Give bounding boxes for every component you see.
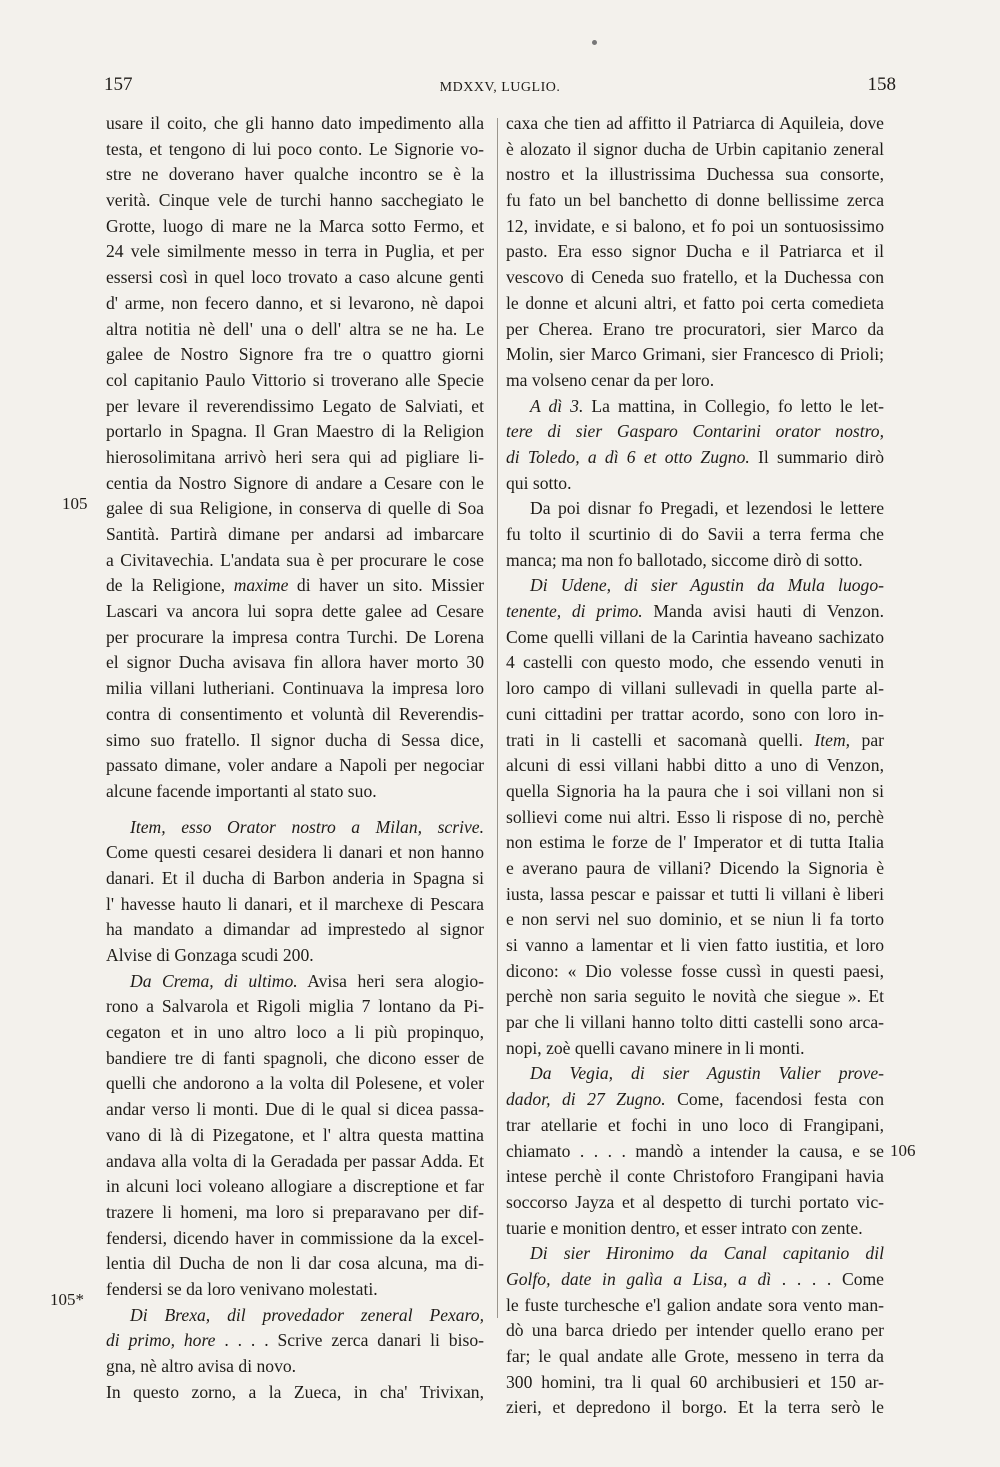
- left-column-line: Di Brexa, dil provedador zeneral Pexaro,: [130, 1304, 484, 1325]
- right-column-line: trar atellarie et fochi in uno loco di Frangipani,: [506, 1114, 884, 1135]
- left-column-line: rono a Salvarola et Rigoli miglia 7 lontano da Pi-: [106, 996, 484, 1017]
- left-column-line: centia da Nostro Signore di andare a Cesare con le: [106, 472, 484, 493]
- right-column-line: Da poi disnar fo Pregadi, et lezendosi le lettere: [530, 498, 884, 519]
- right-column-line: è alozato il signor ducha de Urbin capitanio zeneral: [506, 138, 884, 159]
- right-column-line: pasto. Era esso signor Ducha e il Patriarca et il: [506, 241, 884, 262]
- right-column-line: quella Signoria ha la paura che i soi villani non si: [506, 780, 884, 801]
- right-column-line: sollievi come nui altri. Esso li rispose di no, perchè: [506, 806, 884, 827]
- column-divider: [497, 118, 498, 1318]
- left-column-line: de la Religione, maxime di haver un sito. Missier: [106, 575, 484, 596]
- left-column-line: ha mandato a dimandar ad imprestedo al signor: [106, 919, 484, 940]
- left-column-line: bandiere tre di fanti spagnoli, che dicono esser de: [106, 1047, 484, 1068]
- right-column-line: dicono: « Dio volesse fosse cussì in questi paesi,: [506, 960, 884, 981]
- running-title: MDXXV, LUGLIO.: [439, 80, 561, 95]
- right-column-line: dador, di 27 Zugno. Come, facendosi festa con: [506, 1089, 885, 1110]
- margin-note-105-star: 105*: [50, 1290, 84, 1309]
- left-column-line: milia villani lutheriani. Continuava la impresa loro: [106, 678, 484, 699]
- left-column-line: fendersi se da loro venivano molestati.: [106, 1278, 378, 1299]
- left-column-line: passato dimane, voler andare a Napoli per negociar: [106, 755, 484, 776]
- right-text-column: [506, 111, 884, 1421]
- left-column-line: Item, esso Orator nostro a Milan, scrive.: [130, 816, 484, 837]
- paragraph-gap: [106, 805, 484, 815]
- ink-speck: [592, 40, 597, 45]
- left-column-line: di primo, hore . . . . Scrive zerca danari li biso-: [106, 1330, 484, 1351]
- left-column-line: per procurare la impresa contra Turchi. De Lorena: [106, 626, 484, 647]
- right-column-line: Golfo, date in galìa a Lisa, a dì . . . . Come: [506, 1268, 884, 1289]
- right-column-line: le fuste turchesche e'l galion andate sora vento man-: [506, 1294, 884, 1315]
- left-column-line: Come questi cesarei desidera li danari et non hanno: [106, 842, 484, 863]
- page-number-right: 158: [867, 74, 896, 95]
- right-column-line: e averano paura de villani? Dicendo la Signoria è: [506, 857, 884, 878]
- right-column-line: par che li villani hanno tolto ditti castelli sono arca-: [506, 1012, 884, 1033]
- right-column-line: intese perchè il conte Christoforo Frangipani havia: [506, 1166, 884, 1187]
- right-column-line: alcuni di essi villani habbi ditto a uno di Venzon,: [506, 755, 884, 776]
- right-column-line: manca; ma non fo ballotado, siccome dirò di sotto.: [506, 549, 863, 570]
- left-column-line: Da Crema, di ultimo. Avisa heri sera alogio-: [130, 970, 484, 991]
- left-column-line: verità. Cinque vele de turchi hanno sacchegiato le: [106, 190, 484, 211]
- right-column-line: si vanno a lamentar et li vien fatto iustitia, et loro: [506, 935, 884, 955]
- left-column-line: galee di sua Religione, in conserva di quelle di Soa: [106, 498, 484, 519]
- right-column-line: far; le qual andate alle Grote, messeno in terra da: [506, 1346, 884, 1366]
- right-column-line: tere di sier Gasparo Contarini orator nostro,: [506, 421, 884, 442]
- right-column-line: Come quelli villani de la Carintia haveano sachizato: [506, 626, 884, 647]
- page-number-left: 157: [104, 74, 133, 95]
- left-column-line: cegaton et in uno altro loco a li più propinquo,: [106, 1022, 484, 1043]
- left-column-line: Grotte, luogo di mare ne la Marca sotto Fermo, et: [106, 215, 484, 236]
- right-column-line: zieri, et depredono il borgo. Et la terra serò le: [506, 1397, 884, 1418]
- left-column-line: lentia dil Ducha de non li dar cosa alcuna, ma di-: [106, 1253, 484, 1274]
- right-column-line: fu tolto il scurtinio di do Savii a terra ferma che: [506, 524, 884, 544]
- left-column-line: galee de Nostro Signore fra tre o quattro giorni: [106, 344, 484, 365]
- right-column-line: 300 homini, tra li qual 60 archibusieri et 150 ar-: [506, 1371, 884, 1392]
- left-column-line: simo suo fratello. Il signor ducha di Sessa dice,: [106, 729, 484, 750]
- left-column-line: hierosolimitana arrivò heri sera qui ad pigliare li-: [106, 446, 484, 467]
- right-column-line: dò una barca driedo per intender quello erano per: [506, 1320, 884, 1341]
- left-column-line: testa, et tengono di lui poco conto. Le Signorie vo-: [106, 138, 484, 159]
- left-text-column: [106, 111, 484, 1405]
- right-column-line: ma volseno cenar da per loro.: [506, 369, 715, 390]
- left-column-line: per levare il reverendissimo Legato de Salviati, et: [106, 395, 484, 416]
- left-column-line: quelli che andorono a la volta dil Polesene, et voler: [106, 1073, 484, 1094]
- right-column-line: tuarie e monition dentro, et esser intrato con zente.: [506, 1217, 863, 1238]
- right-column-line: Di sier Hironimo da Canal capitanio dil: [530, 1243, 884, 1264]
- left-column-line: 24 vele similmente messo in terra in Puglia, et per: [106, 241, 484, 262]
- right-column-line: di Toledo, a dì 6 et otto Zugno. Il summario dirò: [506, 446, 884, 467]
- left-column-line: a Civitavechia. L'andata sua è per procurare le cose: [106, 549, 484, 570]
- left-column-line: d' arme, non fecero danno, et si levarono, nè dapoi: [106, 292, 484, 313]
- right-column-line: vescovo di Ceneda suo fratello, et la Duchessa con: [506, 267, 884, 288]
- left-column-line: fendersi, dicendo haver in commissione da la excel-: [106, 1227, 484, 1248]
- left-column-line: essersi così in quel loco trovato a caso alcune genti: [106, 267, 484, 288]
- left-column-line: vano di là di Pizegatone, et l' altra questa mattina: [106, 1124, 484, 1145]
- right-column-line: tenente, di primo. Manda avisi hauti di Venzon.: [506, 601, 884, 622]
- right-column-line: cuni cittadini per trattar acordo, sono con loro in-: [506, 703, 884, 724]
- left-column-line: altra notitia nè dell' una o dell' altra se ne ha. Le: [106, 318, 484, 339]
- left-column-line: in alcuni loci voleano allogiare a discreptione et far: [106, 1176, 484, 1197]
- left-column-line: gna, nè altro avisa di novo.: [106, 1356, 297, 1376]
- right-column-line: chiamato . . . . mandò a intender la causa, e se: [506, 1140, 884, 1161]
- left-column-line: usare il coito, che gli hanno dato impedimento alla: [106, 113, 484, 133]
- left-column-line: stre ne doverano haver qualche incontro se è la: [106, 164, 484, 185]
- right-column-line: perchè non saria seguito le novità che siegue ». Et: [506, 986, 884, 1007]
- left-column-line: danari. Et il ducha di Barbon anderia in Spagna si: [106, 867, 484, 888]
- right-column-line: Di Udene, di sier Agustin da Mula luogo-: [530, 575, 884, 596]
- margin-note-105: 105: [62, 494, 88, 513]
- left-column-line: portarlo in Spagna. Il Gran Maestro di la Religion: [106, 421, 484, 442]
- right-column-line: Molin, sier Marco Grimani, sier Francesco di Prioli;: [506, 344, 884, 365]
- left-column-line: col capitanio Paulo Vittorio si troverano alle Specie: [106, 369, 484, 390]
- right-column-line: nostro et la illustrissima Duchessa sua consorte,: [506, 164, 884, 185]
- left-column-line: alcune facende importanti al stato suo.: [106, 780, 377, 801]
- left-column-line: andar verso li monti. Due di le qual si dicea passa-: [106, 1099, 484, 1120]
- left-column-line: andava alla volta di la Geradada per passar Adda. Et: [106, 1150, 484, 1171]
- right-column-line: A dì 3. La mattina, in Collegio, fo letto le let-: [530, 395, 885, 416]
- left-column-line: l' havesse hauto li danari, et il marchexe di Pescara: [106, 893, 484, 914]
- left-column-line: el signor Ducha avisava fin allora haver morto 30: [106, 652, 484, 673]
- left-column-line: trazere li homeni, ma loro si preparavano per dif-: [106, 1201, 484, 1222]
- right-column-line: qui sotto.: [506, 472, 572, 493]
- right-column-line: le donne et alcuni altri, et fatto poi certa comedieta: [506, 292, 884, 313]
- right-column-line: trati in li castelli et sacomanà quelli. Item, par: [506, 729, 884, 750]
- left-column-line: contra di consentimento et voluntà dil Reverendis-: [106, 703, 484, 724]
- right-column-line: 4 castelli con questo modo, che essendo venuti in: [506, 652, 884, 673]
- right-column-line: Da Vegia, di sier Agustin Valier prove-: [530, 1063, 884, 1084]
- right-column-line: nopi, zoè quelli cavano minere in li monti.: [506, 1037, 805, 1058]
- right-column-line: soccorso Jayza et al despetto di turchi portato vic-: [506, 1191, 884, 1212]
- right-column-line: loro campo di villani sullevadi in quella parte al-: [506, 678, 884, 699]
- left-column-line: Lascari va ancora lui sopra dette galee ad Cesare: [106, 601, 484, 622]
- left-column-line: In questo zorno, a la Zueca, in cha' Trivixan,: [106, 1381, 484, 1402]
- right-column-line: caxa che tien ad affitto il Patriarca di Aquileia, dove: [506, 113, 884, 133]
- right-column-line: 12, invidate, e si balono, et fo poi un sontuosissimo: [506, 215, 884, 236]
- right-column-line: iusta, lassa pescar e paissar et tutti li villani è liberi: [506, 883, 884, 904]
- right-column-line: non estima le forze de l' Imperator et di tutta Italia: [506, 832, 884, 853]
- left-column-line: Alvise di Gonzaga scudi 200.: [106, 945, 314, 965]
- right-column-line: e non servi nel suo dominio, et se niun li fa torto: [506, 909, 884, 930]
- margin-note-106: 106: [890, 1141, 916, 1160]
- left-column-line: Santità. Partirà dimane per andarsi ad imbarcare: [106, 524, 484, 544]
- right-column-line: per Cherea. Erano tre procuratori, sier Marco da: [506, 318, 884, 339]
- right-column-line: fu fato un bel banchetto di donne bellissime zerca: [506, 190, 884, 211]
